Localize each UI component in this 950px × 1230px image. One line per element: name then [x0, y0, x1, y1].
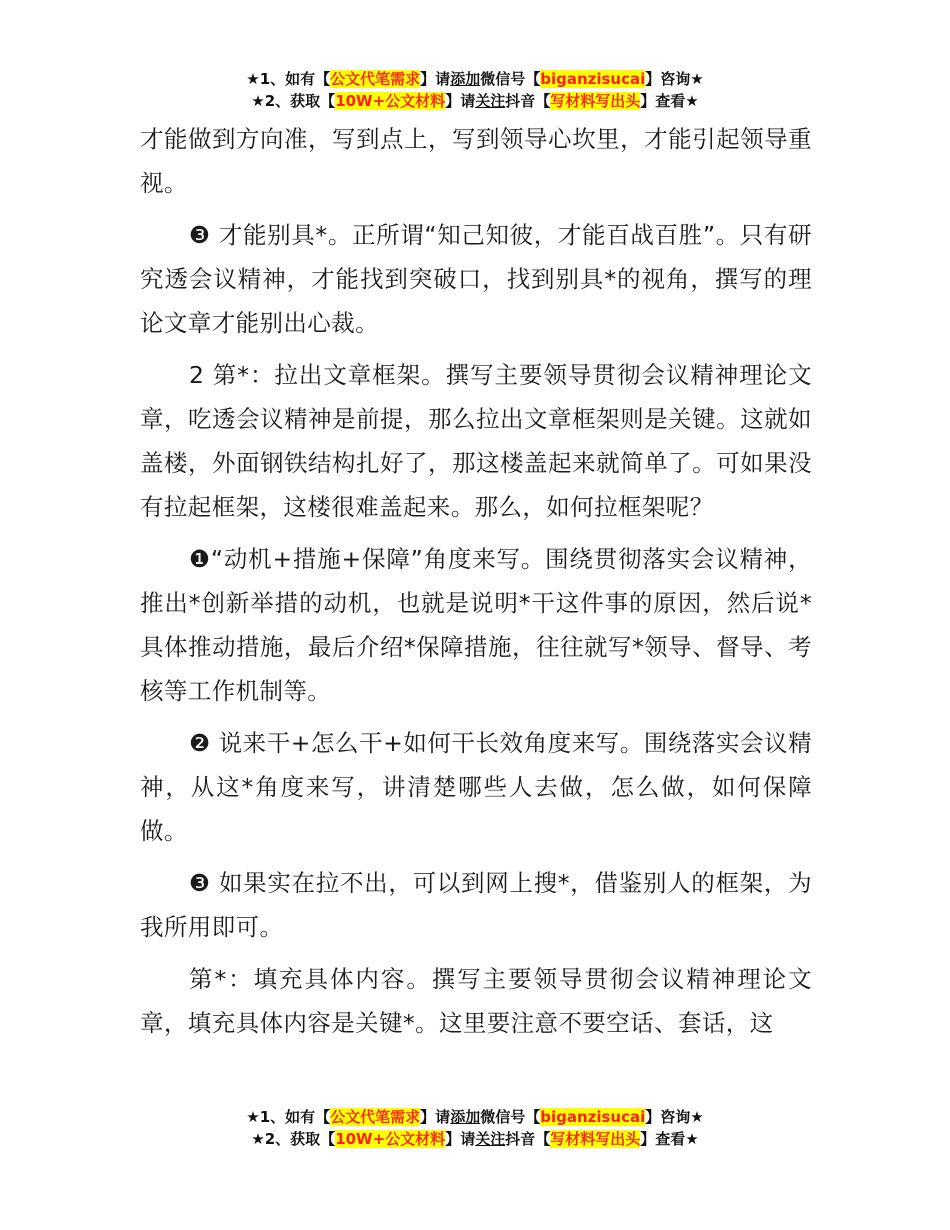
- footer-line-2-suffix: 】查看★: [640, 1130, 699, 1148]
- footer-line-1-text: 】请: [420, 1108, 451, 1126]
- ghostwriting-service-highlight: 公文代笔需求: [330, 70, 421, 88]
- header-line-1-suffix: 】咨询★: [645, 70, 704, 88]
- header-line-1-text-2: 微信号【: [480, 70, 541, 88]
- footer-line-1-suffix: 】咨询★: [645, 1108, 704, 1126]
- body-paragraph: ❶“动机+措施+保障”角度来写。围绕贯彻落实会议精神，推出*创新举措的动机，也就是说明*干这件事的原因，然后说*具体推动措施，最后介绍*保障措施，往往就写*领导、督导、考核等工作机制等。: [140, 545, 812, 705]
- follow-emphasis: 关注: [475, 92, 506, 110]
- footer-line-2-prefix: ★2、获取【: [251, 1130, 336, 1148]
- body-paragraph: ❷ 说来干+怎么干+如何干长效角度来写。围绕落实会议精神，从这*角度来写，讲清楚哪些人去做，怎么做，如何保障做。: [140, 729, 812, 845]
- materials-highlight: 10W+公文材料: [335, 1130, 446, 1148]
- ghostwriting-service-highlight: 公文代笔需求: [330, 1108, 421, 1126]
- header-line-2-text: 】请: [445, 92, 476, 110]
- body-paragraph: 第*：填充具体内容。撰写主要领导贯彻会议精神理论文章，填充具体内容是关键*。这里要注意不要空话、套话，这: [140, 965, 812, 1037]
- douyin-account-highlight: 写材料写出头: [550, 92, 641, 110]
- footer-banner: [0, 1106, 950, 1150]
- body-paragraph: 2 第*：拉出文章框架。撰写主要领导贯彻会议精神理论文章，吃透会议精神是前提，那么拉出文章框架则是关键。这就如盖楼，外面钢铁结构扎好了，那这楼盖起来就简单了。可如果没有拉起框架，这楼很难盖起来。那么，如何拉框架呢？: [140, 361, 812, 521]
- header-line-2-suffix: 】查看★: [640, 92, 699, 110]
- materials-highlight: 10W+公文材料: [335, 92, 446, 110]
- header-banner: [0, 68, 950, 112]
- douyin-account-highlight: 写材料写出头: [550, 1130, 641, 1148]
- footer-line-2-text: 】请: [445, 1130, 476, 1148]
- body-paragraph: 才能做到方向准，写到点上，写到领导心坎里，才能引起领导重视。: [140, 125, 812, 197]
- footer-line-2: [0, 1128, 950, 1150]
- follow-emphasis: 关注: [475, 1130, 506, 1148]
- body-paragraph: ❸ 如果实在拉不出，可以到网上搜*，借鉴别人的框架，为我所用即可。: [140, 869, 812, 941]
- footer-line-2-text-2: 抖音【: [505, 1130, 551, 1148]
- footer-line-1-text-2: 微信号【: [480, 1108, 541, 1126]
- wechat-id-highlight: biganzisucai: [540, 1108, 646, 1126]
- header-line-2-text-2: 抖音【: [505, 92, 551, 110]
- header-line-1: [0, 68, 950, 90]
- wechat-id-highlight: biganzisucai: [540, 70, 646, 88]
- document-body: [140, 117, 812, 1053]
- add-emphasis: 添加: [450, 70, 481, 88]
- body-paragraph: ❸ 才能别具*。正所谓“知己知彼，才能百战百胜”。只有研究透会议精神，才能找到突破口，找到别具*的视角，撰写的理论文章才能别出心裁。: [140, 221, 812, 337]
- header-line-2-prefix: ★2、获取【: [251, 92, 336, 110]
- add-emphasis: 添加: [450, 1108, 481, 1126]
- footer-line-1: [0, 1106, 950, 1128]
- header-line-2: [0, 90, 950, 112]
- footer-line-1-prefix: ★1、如有【: [246, 1108, 331, 1126]
- header-line-1-prefix: ★1、如有【: [246, 70, 331, 88]
- header-line-1-text: 】请: [420, 70, 451, 88]
